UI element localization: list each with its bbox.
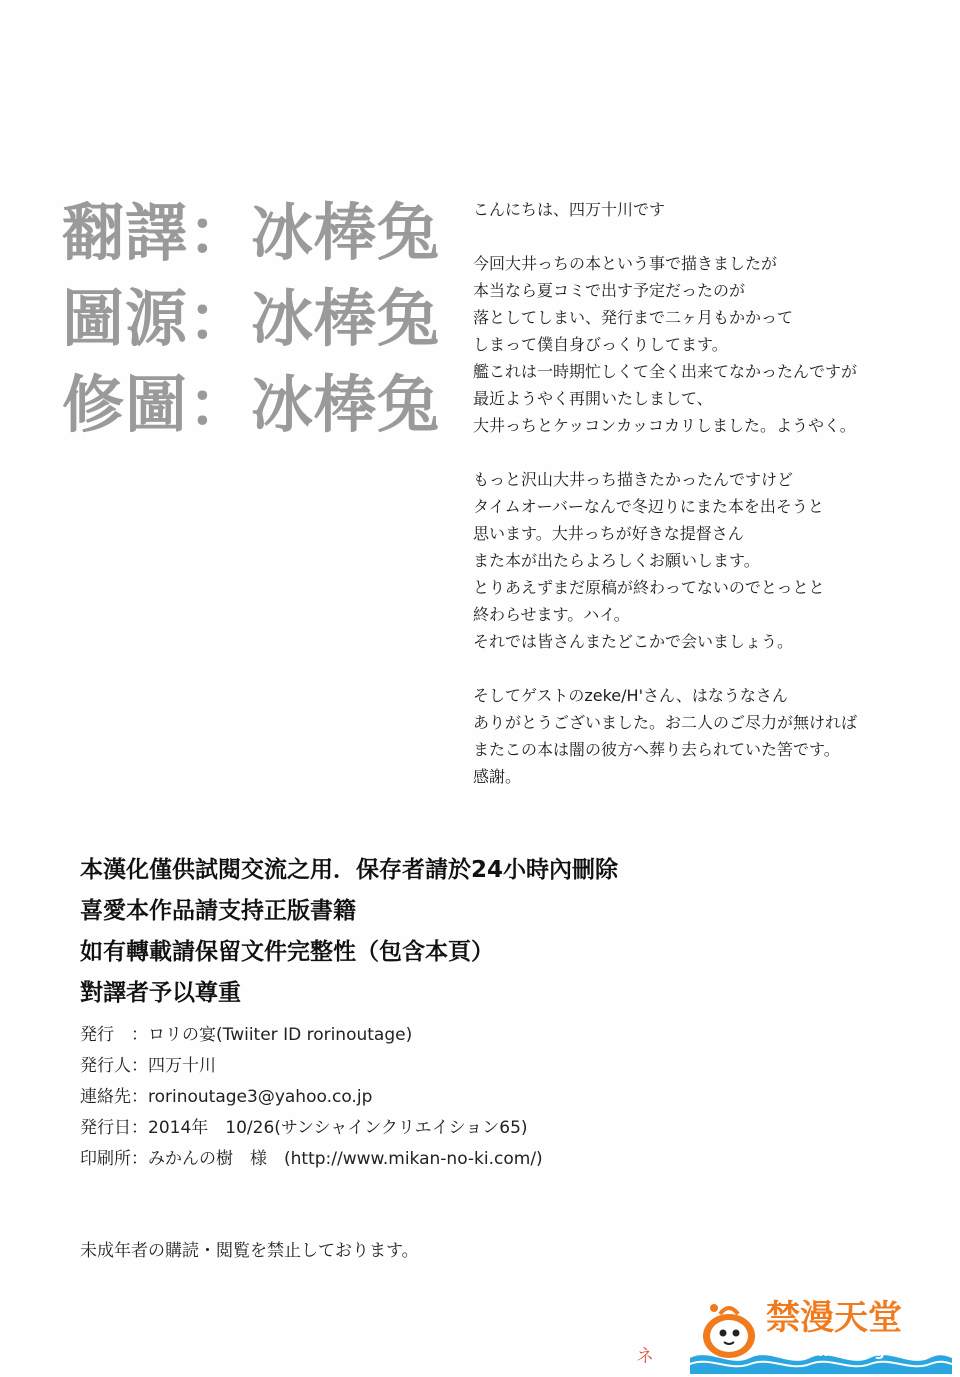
colophon-value: 四万十川 bbox=[148, 1056, 216, 1076]
colophon-label: 連絡先 bbox=[80, 1087, 131, 1107]
disclaimer-line: 喜愛本作品請支持正版書籍 bbox=[80, 898, 356, 924]
colophon-label: 印刷所 bbox=[80, 1149, 131, 1169]
afterword-line: 感謝。 bbox=[473, 767, 522, 786]
disclaimer-line: 對譯者予以尊重 bbox=[80, 980, 241, 1006]
afterword-line: もっと沢山大井っち描きたかったんですけど bbox=[473, 470, 794, 489]
colophon-separator: ： bbox=[131, 1118, 148, 1138]
colophon-label: 発行人 bbox=[80, 1056, 131, 1076]
credit-editing: 修圖：冰棒兔 bbox=[62, 368, 441, 441]
colophon-separator: ： bbox=[131, 1149, 148, 1169]
colophon-separator: ： bbox=[114, 1025, 148, 1045]
colophon-row-printer bbox=[80, 1144, 720, 1175]
age-restriction-notice: 未成年者の購読・閲覧を禁止しております。 bbox=[80, 1241, 419, 1261]
afterword-line: 本当なら夏コミで出す予定だったのが bbox=[473, 281, 746, 300]
afterword-line: ありがとうございました。お二人のご尽力が無ければ bbox=[473, 713, 858, 732]
watermark-url: 18comic.org bbox=[776, 1342, 886, 1360]
afterword-line: 艦これは一時期忙しくて全く出来てなかったんですが bbox=[473, 362, 858, 381]
afterword-line: しまって僕自身びっくりしてます。 bbox=[473, 335, 728, 354]
credit-source: 圖源：冰棒兔 bbox=[62, 282, 441, 355]
afterword-paragraph bbox=[473, 196, 943, 223]
colophon-value: みかんの樹 様 (http://www.mikan-no-ki.com/) bbox=[148, 1149, 543, 1169]
afterword-line: また本が出たらよろしくお願いします。 bbox=[473, 551, 760, 570]
disclaimer-line: 如有轉載請保留文件完整性（包含本頁） bbox=[80, 939, 494, 965]
stray-red-mark: ネ bbox=[636, 1346, 654, 1367]
afterword-line: 大井っちとケッコンカッコカリしました。ようやく。 bbox=[473, 416, 856, 435]
afterword-line: 落としてしまい、発行まで二ヶ月もかかって bbox=[473, 308, 794, 327]
colophon bbox=[80, 1020, 720, 1175]
disclaimer-line: 本漢化僅供試閱交流之用．保存者請於24小時內刪除 bbox=[80, 857, 619, 883]
colophon-value: 2014年 10/26(サンシャインクリエイション65) bbox=[148, 1118, 528, 1138]
credit-translation: 翻譯：冰棒兔 bbox=[62, 196, 441, 269]
afterword-line: それでは皆さんまたどこかで会いましょう。 bbox=[473, 632, 794, 651]
colophon-row-author bbox=[80, 1051, 720, 1082]
colophon-value: ロリの宴(Twiiter ID rorinoutage) bbox=[148, 1025, 413, 1045]
colophon-value: rorinoutage3@yahoo.co.jp bbox=[148, 1087, 373, 1107]
afterword-paragraph bbox=[473, 466, 943, 655]
afterword-line: またこの本は闇の彼方へ葬り去られていた筈です。 bbox=[473, 740, 840, 759]
afterword-line: 思います。大井っちが好きな提督さん bbox=[473, 524, 744, 543]
translation-credits bbox=[62, 190, 442, 448]
afterword-line: そしてゲストのzeke/H'さん、はなうなさん bbox=[473, 686, 788, 705]
afterword-paragraph bbox=[473, 682, 943, 790]
colophon-separator: ： bbox=[131, 1087, 148, 1107]
colophon-separator: ： bbox=[131, 1056, 148, 1076]
colophon-row-publisher bbox=[80, 1020, 720, 1051]
afterword-line: 最近ようやく再開いたしまして、 bbox=[473, 389, 713, 408]
afterword-line: こんにちは、四万十川です bbox=[473, 200, 666, 219]
watermark-title: 禁漫天堂 bbox=[766, 1298, 902, 1338]
afterword-paragraph bbox=[473, 250, 943, 439]
colophon-label: 発行 bbox=[80, 1025, 114, 1045]
site-watermark-logo bbox=[690, 1292, 952, 1374]
mascot-icon bbox=[698, 1300, 760, 1362]
colophon-row-date bbox=[80, 1113, 720, 1144]
afterword-line: とりあえずまだ原稿が終わってないのでとっとと bbox=[473, 578, 825, 597]
scanlation-disclaimer bbox=[80, 850, 780, 1014]
colophon-label: 発行日 bbox=[80, 1118, 131, 1138]
afterword-line: タイムオーバーなんで冬辺りにまた本を出そうと bbox=[473, 497, 824, 516]
afterword-line: 今回大井っちの本という事で描きましたが bbox=[473, 254, 778, 273]
afterword-line: 終わらせます。ハイ。 bbox=[473, 605, 630, 624]
colophon-row-contact bbox=[80, 1082, 720, 1113]
afterword bbox=[473, 196, 943, 817]
